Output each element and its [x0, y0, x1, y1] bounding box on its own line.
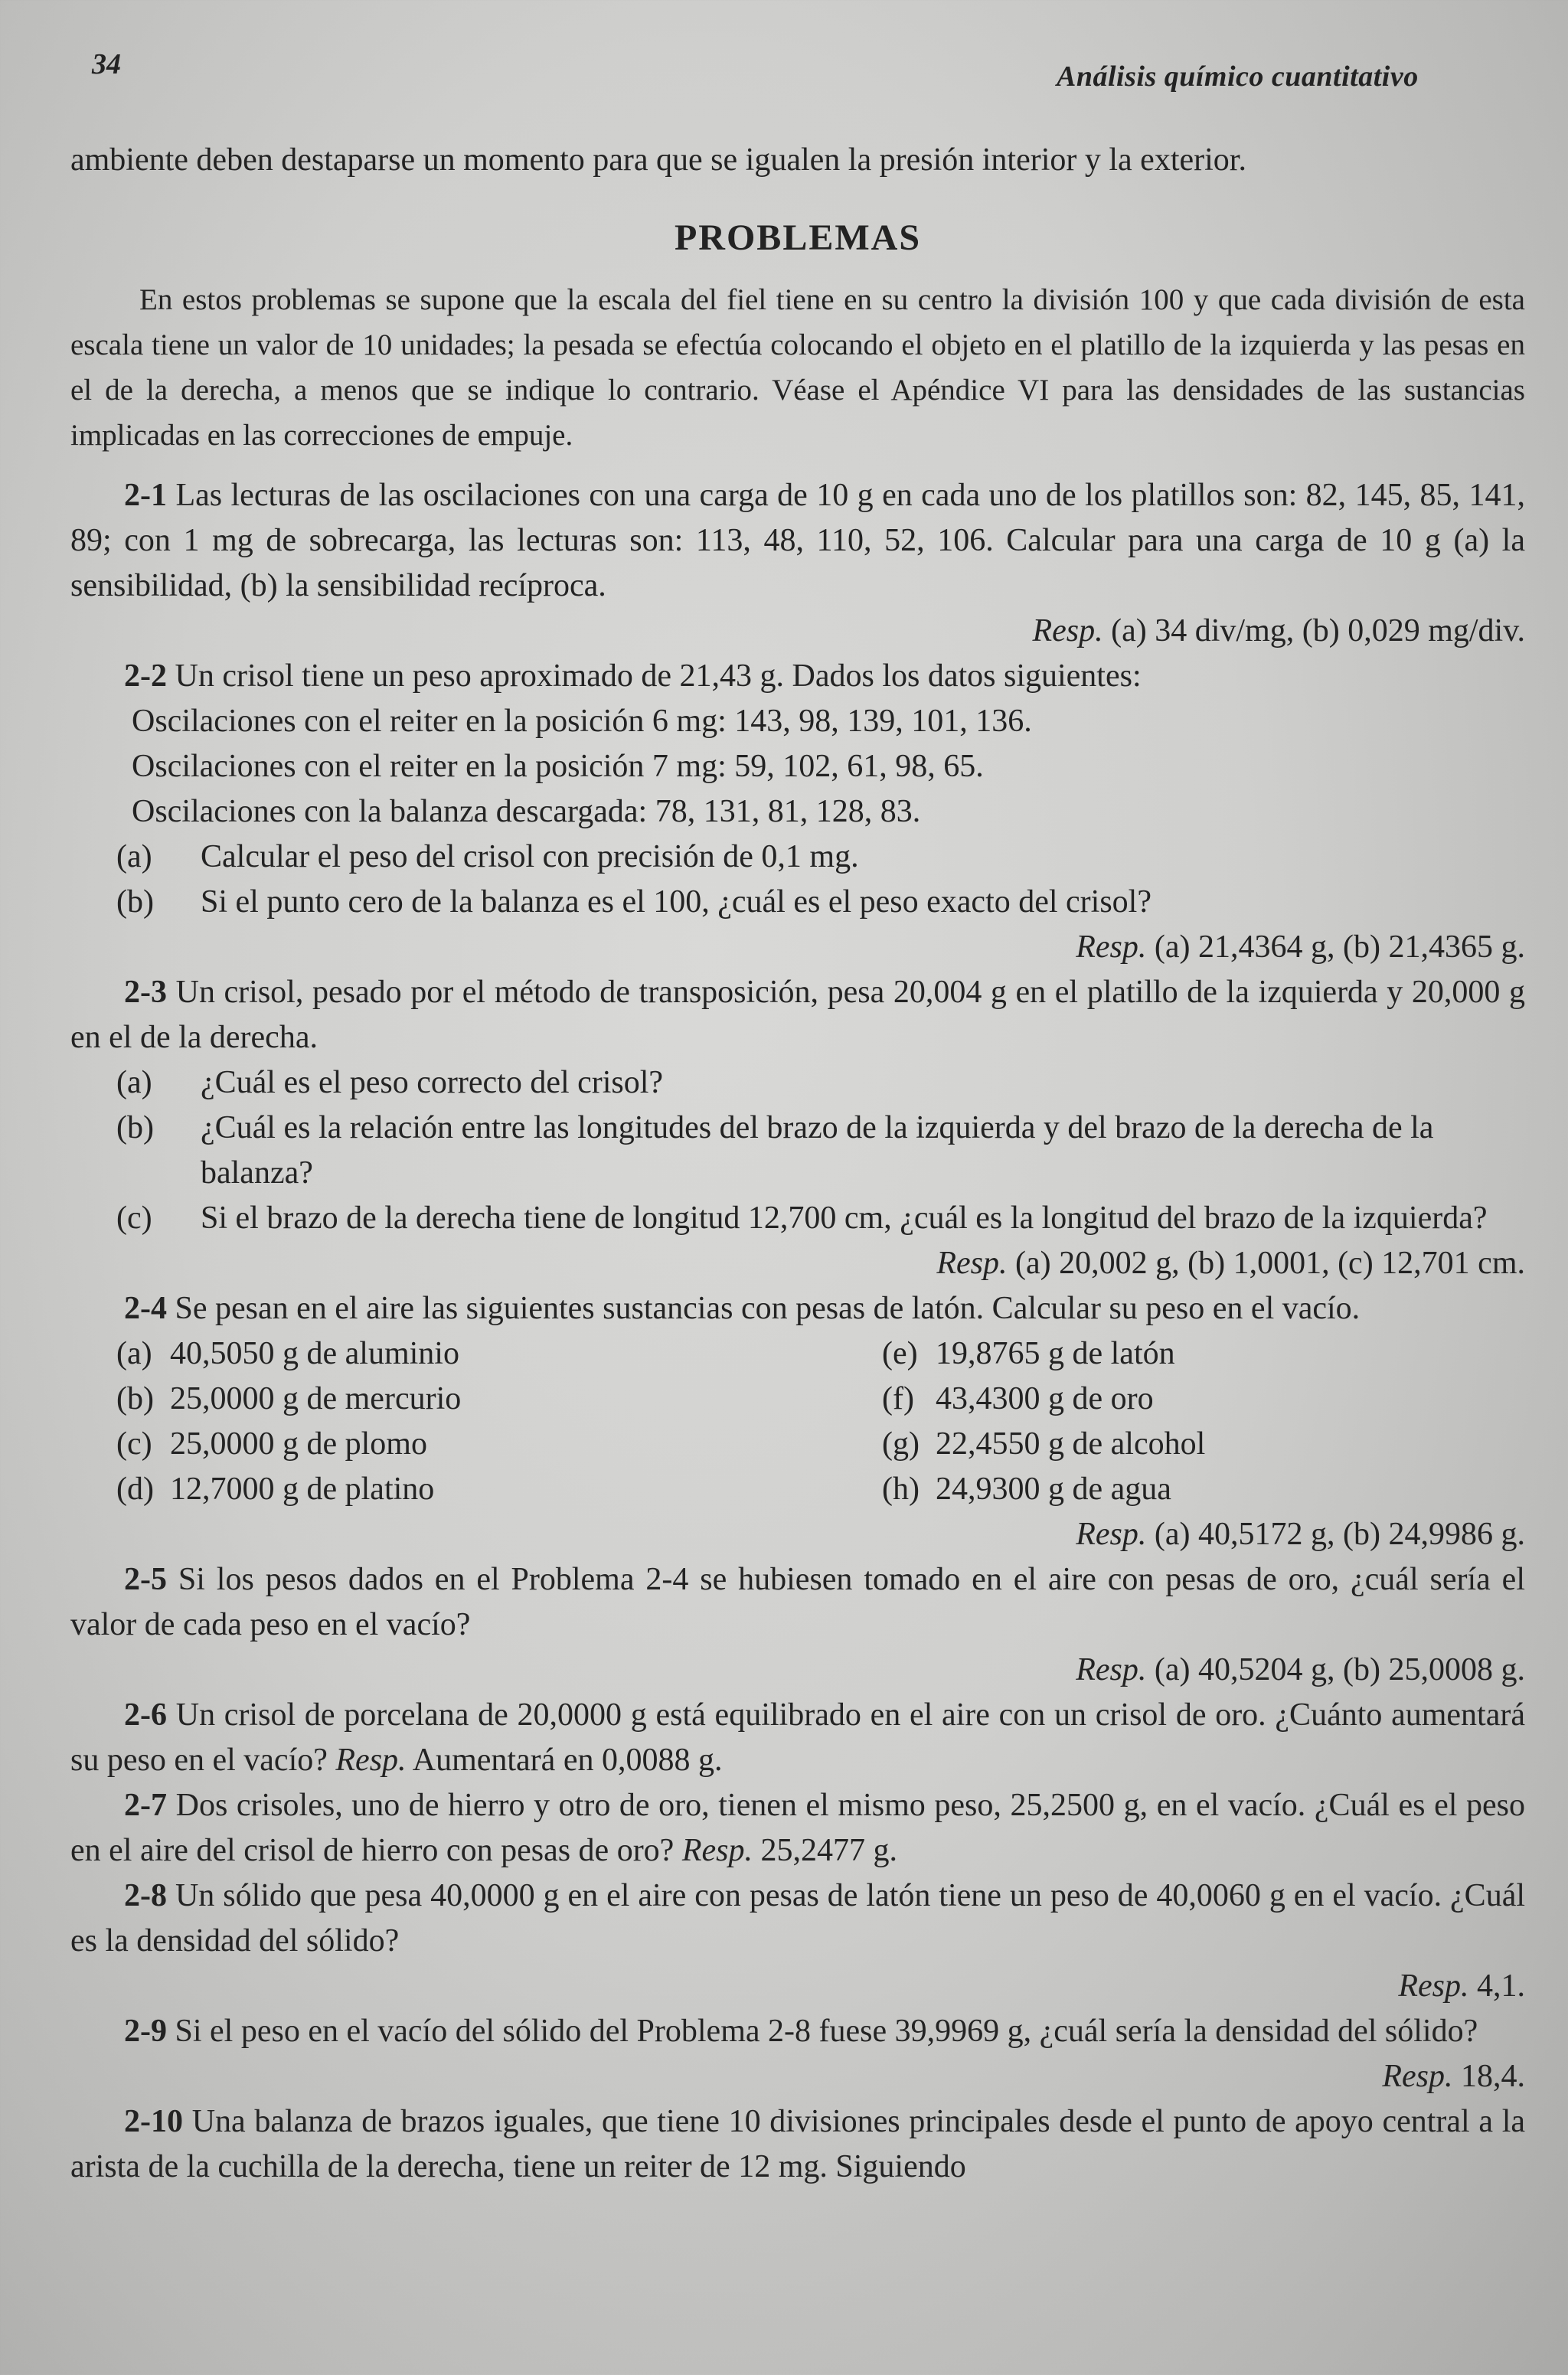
- problem-number: 2-6: [124, 1697, 167, 1733]
- resp-label: Resp.: [1032, 613, 1103, 648]
- problem-text: Las lecturas de las oscilaciones con una carga de 10 g en cada uno de los platillos son: 82, 145, 85, 141, 89; con 1 mg de sobrecarga, las lecturas son: 113, 48, 110, 52, 106. Calcular para una carga de 10 g (a) la sensibilidad, (b) la sensibilidad recíproca.: [70, 478, 1525, 603]
- subquestion-c: [70, 1196, 1525, 1241]
- answer-text: 25,2477 g.: [760, 1833, 897, 1868]
- problem-2-5: [70, 1557, 1525, 1648]
- option-text: Si el punto cero de la balanza es el 100, ¿cuál es el peso exacto del crisol?: [201, 884, 1152, 920]
- answer-2-1: [70, 609, 1525, 654]
- problem-2-1: [70, 473, 1525, 609]
- option-text: ¿Cuál es la relación entre las longitudes del brazo de la izquierda y del brazo de la derecha de la balanza?: [201, 1110, 1434, 1191]
- problem-2-7: [70, 1783, 1525, 1874]
- problem-2-3: [70, 970, 1525, 1060]
- answer-2-4: [70, 1512, 1525, 1557]
- problem-2-9: [70, 2009, 1525, 2054]
- resp-label: Resp.: [335, 1743, 407, 1778]
- substance-item: [116, 1377, 882, 1422]
- item-label: (f): [882, 1381, 914, 1416]
- item-label: (a): [116, 1336, 152, 1371]
- substances-list: [70, 1331, 1525, 1512]
- page-number: 34: [92, 48, 121, 80]
- answer-2-3: [70, 1241, 1525, 1286]
- problem-2-4: [70, 1286, 1525, 1331]
- option-label: (a): [116, 1065, 152, 1100]
- problem-text: Se pesan en el aire las siguientes sustancias con pesas de latón. Calcular su peso en el vacío.: [175, 1291, 1361, 1326]
- problem-number: 2-3: [124, 975, 167, 1010]
- problem-number: 2-1: [124, 478, 167, 513]
- answer-text: (a) 21,4364 g, (b) 21,4365 g.: [1154, 929, 1525, 965]
- item-text: 22,4550 g de alcohol: [936, 1426, 1206, 1462]
- item-text: 24,9300 g de agua: [936, 1472, 1171, 1507]
- substance-item: [116, 1467, 882, 1512]
- resp-label: Resp.: [1076, 929, 1147, 965]
- item-label: (b): [116, 1381, 154, 1416]
- item-label: (g): [882, 1426, 920, 1462]
- problem-2-10: [70, 2099, 1525, 2190]
- resp-label: Resp.: [936, 1246, 1008, 1281]
- answer-text: Aumentará en 0,0088 g.: [412, 1743, 723, 1778]
- answer-text: 18,4.: [1461, 2059, 1525, 2094]
- section-title: PROBLEMAS: [674, 217, 922, 258]
- problem-number: 2-2: [124, 658, 167, 694]
- answer-2-5: [70, 1648, 1525, 1693]
- problem-text: Si el peso en el vacío del sólido del Problema 2-8 fuese 39,9969 g, ¿cuál sería la densidad del sólido?: [175, 2014, 1478, 2049]
- item-text: 40,5050 g de aluminio: [170, 1336, 459, 1371]
- item-label: (c): [116, 1426, 152, 1462]
- continuation-paragraph: ambiente deben destaparse un momento para que se igualen la presión interior y la exterior.: [70, 142, 1246, 178]
- answer-text: 4,1.: [1477, 1968, 1525, 2004]
- problem-number: 2-9: [124, 2014, 167, 2049]
- running-title: Análisis químico cuantitativo: [1057, 60, 1419, 93]
- substance-item: [882, 1331, 1568, 1377]
- problem-text: Si los pesos dados en el Problema 2-4 se hubiesen tomado en el aire con pesas de oro, ¿cuál sería el valor de cada peso en el vacío?: [70, 1562, 1525, 1642]
- item-text: 19,8765 g de latón: [936, 1336, 1175, 1371]
- answer-text: (a) 34 div/mg, (b) 0,029 mg/div.: [1111, 613, 1525, 648]
- item-text: 12,7000 g de platino: [170, 1472, 435, 1507]
- option-text: Si el brazo de la derecha tiene de longitud 12,700 cm, ¿cuál es la longitud del brazo de la izquierda?: [201, 1201, 1488, 1236]
- substance-item: [882, 1467, 1568, 1512]
- data-line: Oscilaciones con la balanza descargada: 78, 131, 81, 128, 83.: [132, 794, 921, 829]
- problem-2-6: [70, 1693, 1525, 1783]
- option-label: (b): [116, 884, 154, 920]
- option-text: Calcular el peso del crisol con precisión de 0,1 mg.: [201, 839, 859, 874]
- substance-item: [116, 1422, 882, 1467]
- subquestion-a: [70, 835, 1525, 880]
- subquestion-a: [70, 1060, 1525, 1106]
- substance-item: [882, 1422, 1568, 1467]
- resp-label: Resp.: [1076, 1517, 1147, 1552]
- answer-2-2: [70, 925, 1525, 970]
- item-label: (e): [882, 1336, 918, 1371]
- item-text: 43,4300 g de oro: [936, 1381, 1154, 1416]
- problem-number: 2-7: [124, 1788, 167, 1823]
- subquestion-b: [70, 880, 1525, 925]
- intro-paragraph: En estos problemas se supone que la escala del fiel tiene en su centro la división 100 y que cada división de esta escala tiene un valor de 10 unidades; la pesada se efectúa colocando el objeto en el platillo de la izquierda y las pesas en el de la derecha, a menos que se indique lo contrario. Véase el Apéndice VI para las densidades de las sustancias implicadas en las correcciones de empuje.: [70, 283, 1525, 452]
- answer-2-9: [70, 2054, 1525, 2099]
- item-text: 25,0000 g de mercurio: [170, 1381, 462, 1416]
- item-label: (h): [882, 1472, 920, 1507]
- answer-2-8: [70, 1964, 1525, 2009]
- resp-label: Resp.: [1382, 2059, 1453, 2094]
- problem-number: 2-5: [124, 1562, 167, 1597]
- option-text: ¿Cuál es el peso correcto del crisol?: [201, 1065, 664, 1100]
- problem-text: Un crisol de porcelana de 20,0000 g está equilibrado en el aire con un crisol de oro. ¿Cuánto aumentará su peso en el vacío?: [70, 1697, 1525, 1778]
- problem-number: 2-4: [124, 1291, 167, 1326]
- substance-item: [882, 1377, 1568, 1422]
- item-text: 25,0000 g de plomo: [170, 1426, 427, 1462]
- resp-label: Resp.: [1398, 1968, 1469, 2004]
- data-line: Oscilaciones con el reiter en la posición 7 mg: 59, 102, 61, 98, 65.: [132, 749, 984, 784]
- substance-item: [116, 1331, 882, 1377]
- problem-text: Dos crisoles, uno de hierro y otro de oro, tienen el mismo peso, 25,2500 g, en el vacío. ¿Cuál es el peso en el aire del crisol de hierro con pesas de oro?: [70, 1788, 1525, 1868]
- item-label: (d): [116, 1472, 154, 1507]
- resp-label: Resp.: [681, 1833, 753, 1868]
- problem-text: Un crisol, pesado por el método de transposición, pesa 20,004 g en el platillo de la izquierda y 20,000 g en el de la derecha.: [70, 975, 1526, 1055]
- problem-number: 2-10: [124, 2104, 183, 2139]
- problem-text: Un crisol tiene un peso aproximado de 21,43 g. Dados los datos siguientes:: [175, 658, 1142, 694]
- answer-text: (a) 40,5204 g, (b) 25,0008 g.: [1154, 1652, 1525, 1687]
- answer-text: (a) 40,5172 g, (b) 24,9986 g.: [1154, 1517, 1525, 1552]
- subquestion-b: [70, 1106, 1525, 1196]
- option-label: (b): [116, 1110, 154, 1145]
- body-text: [70, 138, 1525, 2190]
- problem-number: 2-8: [124, 1878, 167, 1913]
- problem-2-2: [70, 654, 1525, 699]
- problem-text: Un sólido que pesa 40,0000 g en el aire con pesas de latón tiene un peso de 40,0060 g en el vacío. ¿Cuál es la densidad del sólido?: [70, 1878, 1526, 1958]
- answer-text: (a) 20,002 g, (b) 1,0001, (c) 12,701 cm.: [1014, 1246, 1525, 1281]
- problem-2-8: [70, 1874, 1525, 1964]
- option-label: (a): [116, 839, 152, 874]
- resp-label: Resp.: [1076, 1652, 1147, 1687]
- data-line: Oscilaciones con el reiter en la posición 6 mg: 143, 98, 139, 101, 136.: [132, 704, 1032, 739]
- problem-text: Una balanza de brazos iguales, que tiene 10 divisiones principales desde el punto de apoyo central a la arista de la cuchilla de la derecha, tiene un reiter de 12 mg. Siguiendo: [70, 2104, 1526, 2184]
- option-label: (c): [116, 1201, 152, 1236]
